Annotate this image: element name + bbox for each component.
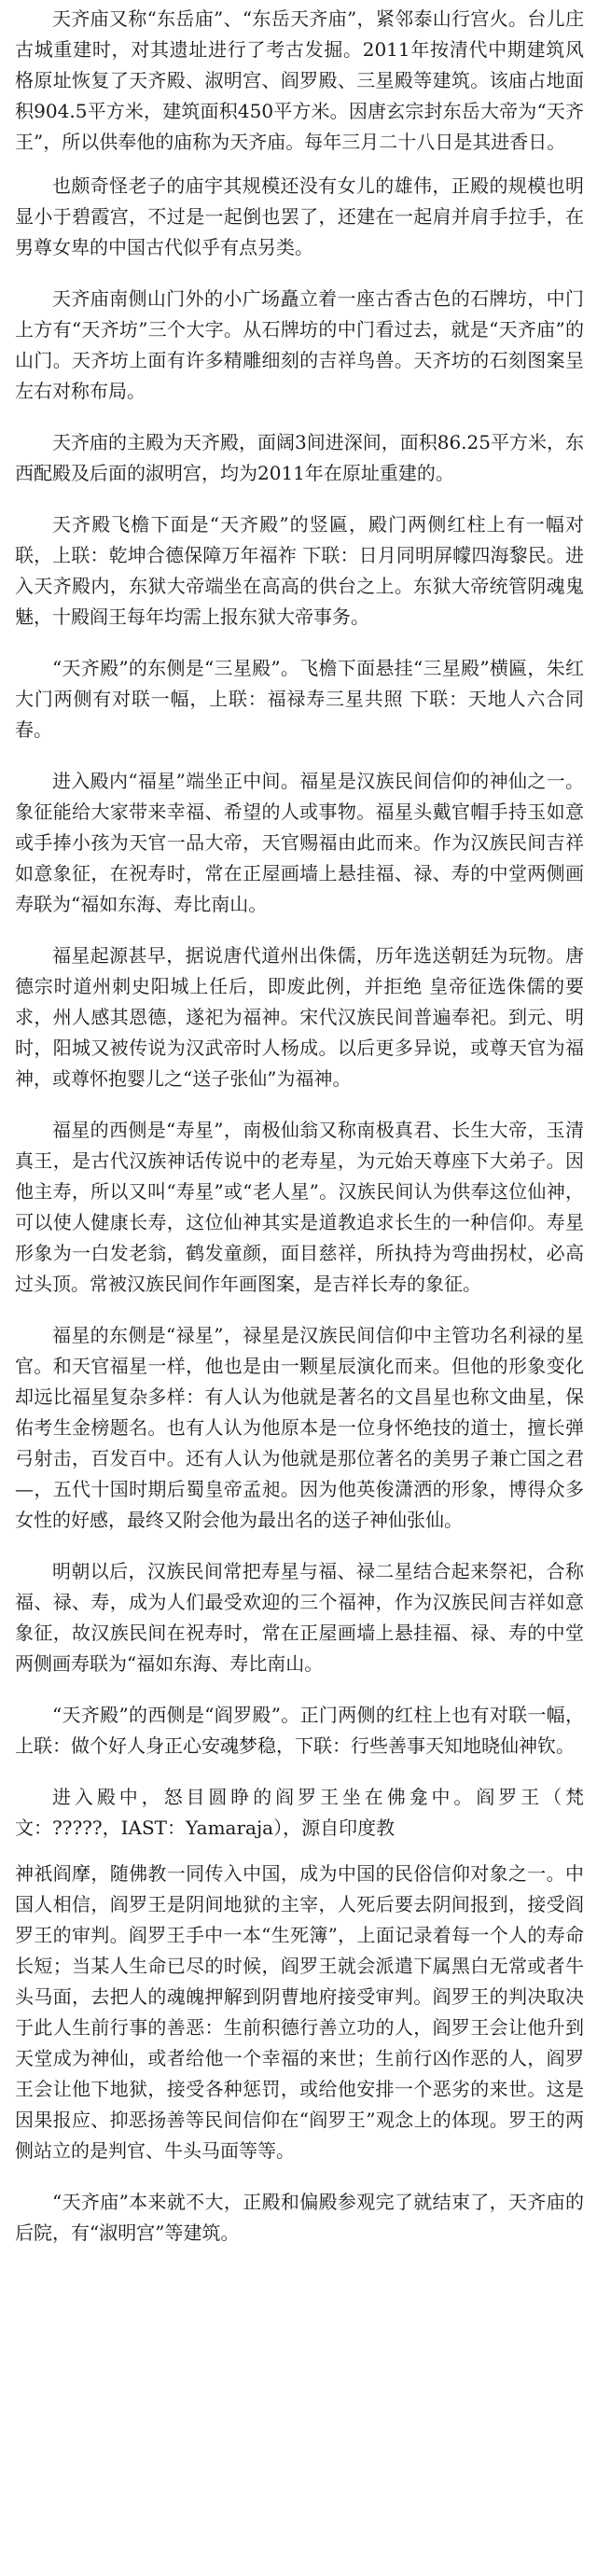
paragraph-tianqi-hall: 天齐殿飞檐下面是“天齐殿”的竖匾，殿门两侧红柱上有一幅对联，上联：乾坤合德保障万年福祚 下联：日月同明屏幪四海黎民。进入天齐殿内，东狱大帝端坐在高高的供台之上。东狱大帝统管阴魂鬼魅，十殿阎王每年均需上报东狱大帝事务。	[15, 513, 584, 628]
paragraph-three-stars-hall: “天齐殿”的东侧是“三星殿”。飞檐下面悬挂“三星殿”横匾，朱红大门两侧有对联一幅，上联：福禄寿三星共照 下联：天地人六合同春。	[15, 657, 584, 741]
paragraph-lu-star: 福星的东侧是“禄星”，禄星是汉族民间信仰中主管功名利禄的星官。和天官福星一样，他也是由一颗星辰演化而来。但他的形象变化却远比福星复杂多样：有人认为他就是著名的文昌星也称文曲星，保佑考生金榜题名。也有人认为他原本是一位身怀绝技的道士，擅长弹弓射击，百发百中。还有人认为他就是那位著名的美男子兼亡国之君—，五代十国时期后蜀皇帝孟昶。因为他英俊潇洒的形象，博得众多女性的好感，最终又附会他为最出名的送子神仙张仙。	[15, 1324, 584, 1531]
paragraph-yama-intro: 进入殿中，怒目圆睁的阎罗王坐在佛龛中。阎罗王（梵文：?????，IAST：Yamaraja），源自印度教	[15, 1786, 584, 1839]
paragraph-yama-hall: “天齐殿”的西侧是“阎罗殿”。正门两侧的红柱上也有对联一幅，上联：做个好人身正心安魂梦稳，下联：行些善事天知地晓仙神钦。	[15, 1704, 584, 1757]
paragraph-yama-belief: 神祇阎摩，随佛教一同传入中国，成为中国的民俗信仰对象之一。中国人相信，阎罗王是阴间地狱的主宰，人死后要去阴间报到，接受阎罗王的审判。阎罗王手中一本“生死簿”，上面记录着每一个人的寿命长短；当某人生命已尽的时候，阎罗王就会派遣下属黑白无常或者牛头马面，去把人的魂魄押解到阴曹地府接受审判。阎罗王的判决取决于此人生前行事的善恶：生前积德行善立功的人，阎罗王会让他升到天堂成为神仙，或者给他一个幸福的来世；生前行凶作恶的人，阎罗王会让他下地狱，接受各种惩罚，或给他安排一个恶劣的来世。这是因果报应、抑恶扬善等民间信仰在“阎罗王”观念上的体现。罗王的两侧站立的是判官、牛头马面等等。	[15, 1862, 584, 2162]
paragraph-shou-star: 福星的西侧是“寿星”，南极仙翁又称南极真君、长生大帝，玉清真王，是古代汉族神话传说中的老寿星，为元始天尊座下大弟子。因他主寿，所以又叫“寿星”或“老人星”。汉族民间认为供奉这位仙神，可以使人健康长寿，这位仙神其实是道教追求长生的一种信仰。寿星形象为一白发老翁，鹤发童颜，面目慈祥，所执持为弯曲拐杖，必高过头顶。常被汉族民间作年画图案，是吉祥长寿的象征。	[15, 1119, 584, 1295]
paragraph-intro: 天齐庙又称“东岳庙”、“东岳天齐庙”，紧邻泰山行宫火。台儿庄古城重建时，对其遗址进行了考古发掘。2011年按清代中期建筑风格原址恢复了天齐殿、淑明宫、阎罗殿、三星殿等建筑。该庙占地面积904.5平方米，建筑面积450平方米。因唐玄宗封东岳大帝为“天齐王”，所以供奉他的庙称为天齐庙。每年三月二十八日是其进香日。	[15, 7, 584, 153]
paragraph-main-hall: 天齐庙的主殿为天齐殿，面阔3间进深间，面积86.25平方米，东西配殿及后面的淑明宫，均为2011年在原址重建的。	[15, 431, 584, 484]
paragraph-fu-star: 进入殿内“福星”端坐正中间。福星是汉族民间信仰的神仙之一。象征能给大家带来幸福、希望的人或事物。福星头戴官帽手持玉如意或手捧小孩为天官一品大帝，天官赐福由此而来。作为汉族民间吉祥如意象征，在祝寿时，常在正屋画墙上悬挂福、禄、寿的中堂两侧画寿联为“福如东海、寿比南山。	[15, 770, 584, 915]
paragraph-conclusion: “天齐庙”本来就不大，正殿和偏殿参观完了就结束了，天齐庙的后院，有“淑明宫”等建筑。	[15, 2191, 584, 2244]
paragraph-three-stars-worship: 明朝以后，汉族民间常把寿星与福、禄二星结合起来祭祀，合称福、禄、寿，成为人们最受欢迎的三个福神，作为汉族民间吉祥如意象征，故汉族民间在祝寿时，常在正屋画墙上悬挂福、禄、寿的中堂两侧画寿联为“福如东海、寿比南山。	[15, 1560, 584, 1675]
paragraph-stone-archway: 天齐庙南侧山门外的小广场矗立着一座古香古色的石牌坊，中门上方有“天齐坊”三个大字。从石牌坊的中门看过去，就是“天齐庙”的山门。天齐坊上面有许多精雕细刻的吉祥鸟兽。天齐坊的石刻图案呈左右对称布局。	[15, 287, 584, 402]
paragraph-fu-star-origin: 福星起源甚早，据说唐代道州出侏儒，历年选送朝廷为玩物。唐德宗时道州刺史阳城上任后，即废此例，并拒绝 皇帝征选侏儒的要求，州人感其恩德，遂祀为福神。宋代汉族民间普遍奉祀。到元、明时，阳城又被传说为汉武帝时人杨成。以后更多异说，或尊天官为福神，或尊怀抱婴儿之“送子张仙”为福神。	[15, 944, 584, 1090]
paragraph-temple-scale: 也颇奇怪老子的庙宇其规模还没有女儿的雄伟，正殿的规模也明显小于碧霞宫，不过是一起倒也罢了，还建在一起肩并肩手拉手，在男尊女卑的中国古代似乎有点另类。	[15, 174, 584, 258]
